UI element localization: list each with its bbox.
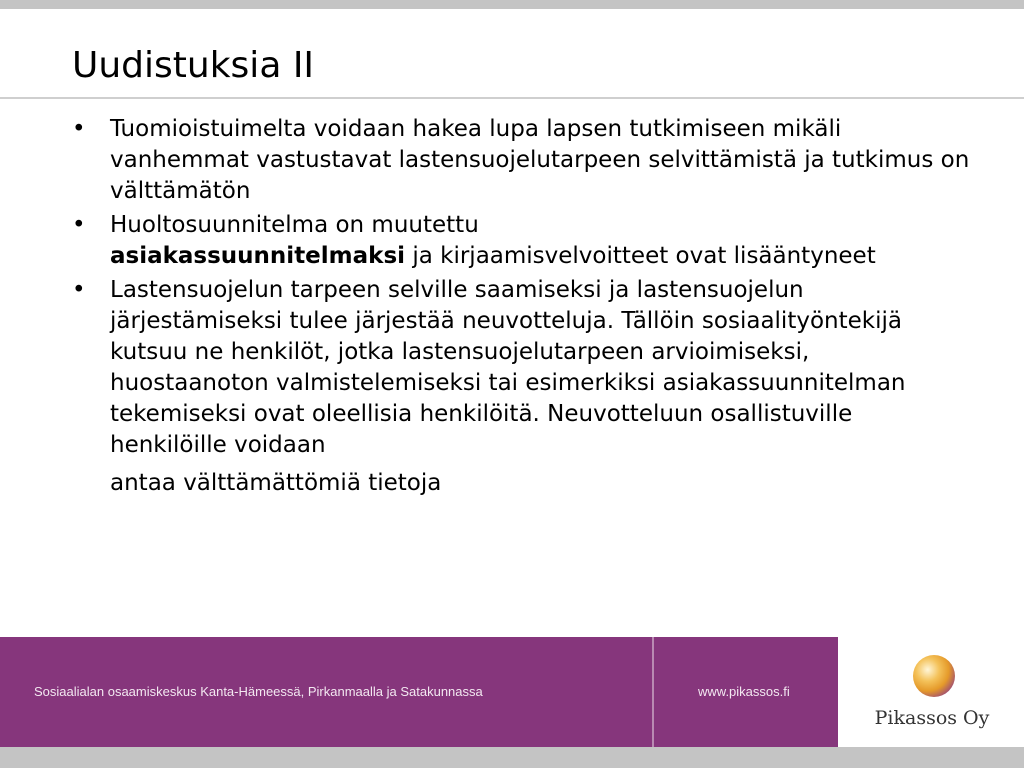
footer bbox=[0, 637, 1024, 747]
bullet-text: Tuomioistuimelta voidaan hakea lupa lapsen tutkimiseen mikäli vanhemmat vastustavat lastensuojelutarpeen selvittämistä ja tutkimus on välttämätön bbox=[110, 116, 970, 204]
top-rule bbox=[0, 0, 1024, 9]
bullet-icon: • bbox=[72, 277, 86, 303]
bottom-rule bbox=[0, 747, 1024, 768]
bullet-text-last-line: antaa välttämättömiä tietoja bbox=[110, 470, 442, 496]
logo-text: Pikassos Oy bbox=[874, 707, 990, 729]
bullet-item-2 bbox=[72, 210, 972, 272]
slide-title: Uudistuksia II bbox=[72, 45, 315, 86]
bullet-icon: • bbox=[72, 116, 86, 142]
bullet-text-tail: ja kirjaamisvelvoitteet ovat lisääntyneet bbox=[405, 243, 876, 269]
logo bbox=[840, 637, 1024, 747]
bullet-item-1 bbox=[72, 114, 972, 207]
bullet-text-lead: Huoltosuunnitelma on muutettu bbox=[110, 212, 479, 238]
footer-separator bbox=[652, 637, 654, 747]
bullet-item-3 bbox=[72, 275, 972, 499]
footer-url-link[interactable]: www.pikassos.fi bbox=[698, 684, 790, 699]
bullet-icon: • bbox=[72, 212, 86, 238]
bullet-text: Lastensuojelun tarpeen selville saamiseksi ja lastensuojelun järjestämiseksi tulee järjestää neuvotteluja. Tällöin sosiaalityöntekijä kutsuu ne henkilöt, jotka lastensuojelutarpeen arvioimiseksi, huostaanoton valmistelemiseksi tai esimerkiksi asiakassuunnitelman tekemiseksi ovat oleellisia henkilöitä. Neuvotteluun osallistuville henkilöille voidaan bbox=[110, 277, 906, 458]
orb-logo-icon bbox=[913, 655, 955, 697]
bullet-list bbox=[72, 114, 972, 502]
bullet-text-bold: asiakassuunnitelmaksi bbox=[110, 243, 406, 269]
footer-tagline: Sosiaalialan osaamiskeskus Kanta-Hämeessä, Pirkanmaalla ja Satakunnassa bbox=[34, 684, 483, 699]
title-divider bbox=[0, 97, 1024, 99]
footer-band bbox=[0, 637, 838, 747]
